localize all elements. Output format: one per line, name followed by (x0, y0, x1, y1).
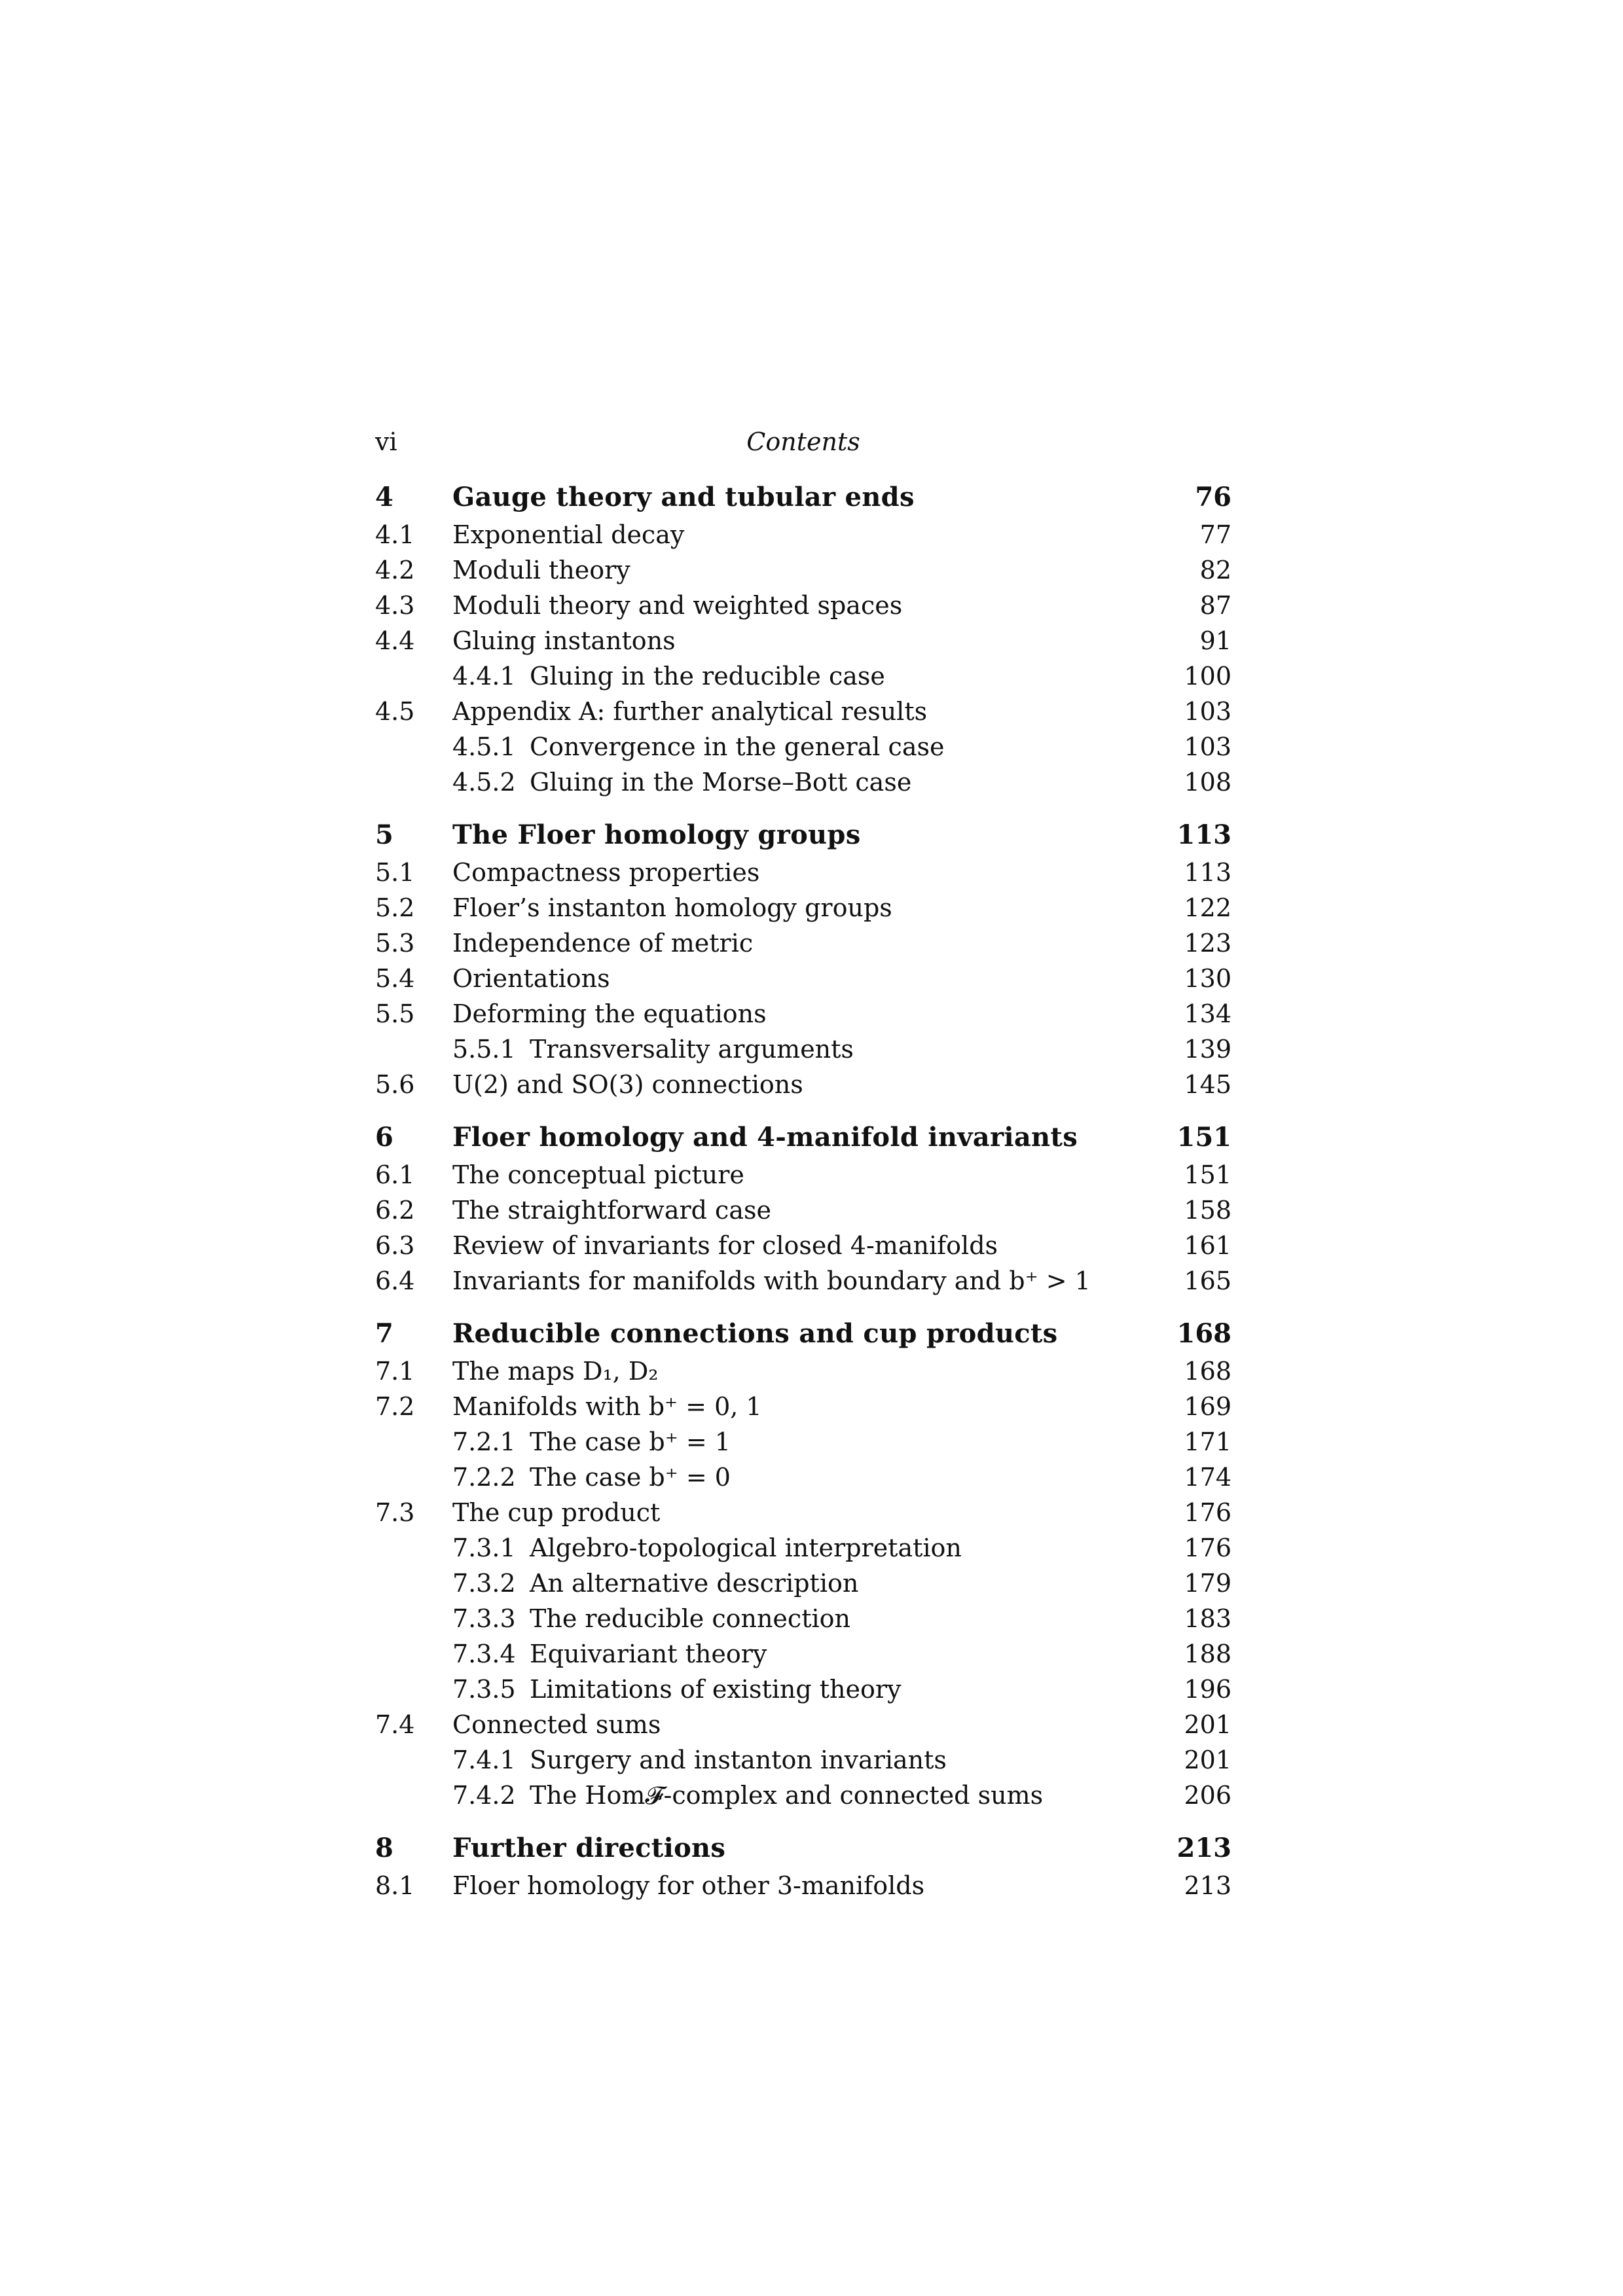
entry-page-number: 123 (1184, 929, 1231, 958)
section-title: Appendix A: further analytical results (452, 697, 928, 726)
chapter-number: 5 (375, 819, 393, 850)
entry-page-number: 77 (1199, 520, 1231, 549)
section-number: 4.2 (375, 556, 415, 584)
section-title: Deforming the equations (452, 999, 767, 1028)
section-title: U(2) and SO(3) connections (452, 1070, 803, 1099)
section-number: 4.4 (375, 626, 415, 655)
section-number: 4.5 (375, 697, 415, 726)
chapter-heading (375, 1314, 1231, 1354)
section-title: Moduli theory and weighted spaces (452, 591, 903, 620)
entry-page-number: 130 (1184, 964, 1231, 993)
section-title: The cup product (452, 1498, 661, 1527)
subsection-label (452, 1601, 1159, 1636)
section-number: 5.6 (375, 1070, 415, 1099)
section-entry (375, 517, 1231, 552)
section-title: Floer homology for other 3-manifolds (452, 1871, 925, 1900)
section-entry (375, 961, 1231, 996)
section-number: 5.4 (375, 964, 415, 993)
chapter-heading (375, 816, 1231, 855)
entry-page-number: 171 (1184, 1427, 1231, 1456)
chapter-page-number: 76 (1195, 482, 1231, 512)
chapter-block-8 (375, 1829, 1231, 1903)
entry-page-number: 176 (1184, 1498, 1231, 1527)
subsection-label (452, 1530, 1159, 1566)
entry-page-number: 201 (1184, 1746, 1231, 1774)
subsection-title: The Hom𝓕-complex and connected sums (530, 1781, 1044, 1810)
entry-page-number: 183 (1184, 1604, 1231, 1633)
entry-page-number: 161 (1184, 1231, 1231, 1260)
entry-page-number: 165 (1184, 1266, 1231, 1295)
section-entry (375, 1193, 1231, 1228)
section-title: Independence of metric (452, 929, 754, 958)
subsection-title: Convergence in the general case (530, 732, 945, 761)
section-entry (375, 1707, 1231, 1742)
chapter-heading (375, 478, 1231, 517)
chapter-heading (375, 1118, 1231, 1157)
entry-page-number: 108 (1184, 768, 1231, 797)
entry-page-number: 176 (1184, 1534, 1231, 1562)
subsection-label (452, 1778, 1159, 1813)
section-entry (375, 588, 1231, 623)
section-title: Invariants for manifolds with boundary and b⁺ > 1 (452, 1266, 1091, 1295)
section-title: The straightforward case (452, 1196, 771, 1225)
section-number: 4.1 (375, 520, 415, 549)
subsection-label (452, 1031, 1159, 1067)
subsection-label (452, 1742, 1159, 1778)
chapter-number: 7 (375, 1318, 393, 1349)
entry-page-number: 169 (1184, 1392, 1231, 1421)
subsection-title: Transversality arguments (530, 1035, 854, 1064)
page-folio: vi (375, 427, 397, 456)
entry-page-number: 122 (1184, 893, 1231, 922)
entry-page-number: 151 (1184, 1160, 1231, 1189)
entry-page-number: 213 (1184, 1871, 1231, 1900)
section-title: Moduli theory (452, 556, 630, 584)
subsection-number: 7.2.2 (452, 1463, 516, 1492)
section-number: 7.1 (375, 1357, 415, 1386)
chapter-page-number: 213 (1176, 1833, 1231, 1863)
subsection-entry (375, 1601, 1231, 1636)
entry-page-number: 201 (1184, 1710, 1231, 1739)
section-number: 4.3 (375, 591, 415, 620)
subsection-label (452, 764, 1159, 800)
subsection-entry (375, 658, 1231, 694)
chapter-title: Reducible connections and cup products (452, 1318, 1058, 1349)
entry-page-number: 113 (1184, 858, 1231, 887)
section-title: Compactness properties (452, 858, 760, 887)
entry-page-number: 103 (1184, 732, 1231, 761)
entry-page-number: 145 (1184, 1070, 1231, 1099)
chapter-title: Further directions (452, 1833, 726, 1863)
subsection-entry (375, 764, 1231, 800)
chapter-number: 4 (375, 482, 393, 512)
subsection-label (452, 1636, 1159, 1672)
subsection-title: The reducible connection (530, 1604, 850, 1633)
section-number: 7.3 (375, 1498, 415, 1527)
section-entry (375, 1157, 1231, 1193)
subsection-number: 5.5.1 (452, 1035, 516, 1064)
subsection-title: The case b⁺ = 1 (530, 1427, 731, 1456)
section-entry (375, 552, 1231, 588)
entry-page-number: 179 (1184, 1569, 1231, 1598)
subsection-title: An alternative description (530, 1569, 859, 1598)
subsection-number: 4.5.2 (452, 768, 516, 797)
section-title: Manifolds with b⁺ = 0, 1 (452, 1392, 762, 1421)
subsection-entry (375, 1031, 1231, 1067)
subsection-entry (375, 1460, 1231, 1495)
subsection-title: Surgery and instanton invariants (530, 1746, 947, 1774)
subsection-entry (375, 1424, 1231, 1460)
section-entry (375, 1868, 1231, 1903)
subsection-label (452, 729, 1159, 764)
section-title: Floer’s instanton homology groups (452, 893, 892, 922)
chapter-page-number: 113 (1176, 819, 1231, 850)
subsection-title: Limitations of existing theory (530, 1675, 902, 1704)
section-entry (375, 694, 1231, 729)
chapter-block-4 (375, 478, 1231, 800)
section-number: 5.1 (375, 858, 415, 887)
subsection-title: The case b⁺ = 0 (530, 1463, 731, 1492)
section-entry (375, 1228, 1231, 1263)
subsection-title: Algebro-topological interpretation (530, 1534, 962, 1562)
chapter-block-5 (375, 816, 1231, 1102)
entry-page-number: 188 (1184, 1640, 1231, 1668)
subsection-number: 7.3.1 (452, 1534, 516, 1562)
table-of-contents (375, 478, 1231, 1919)
section-entry (375, 890, 1231, 925)
section-entry (375, 1495, 1231, 1530)
subsection-number: 7.3.3 (452, 1604, 516, 1633)
entry-page-number: 158 (1184, 1196, 1231, 1225)
subsection-label (452, 1424, 1159, 1460)
entry-page-number: 103 (1184, 697, 1231, 726)
entry-page-number: 139 (1184, 1035, 1231, 1064)
entry-page-number: 174 (1184, 1463, 1231, 1492)
subsection-entry (375, 729, 1231, 764)
section-entry (375, 1263, 1231, 1299)
section-entry (375, 1354, 1231, 1389)
subsection-entry (375, 1530, 1231, 1566)
section-title: Exponential decay (452, 520, 685, 549)
section-title: The maps D₁, D₂ (452, 1357, 659, 1386)
chapter-number: 8 (375, 1833, 393, 1863)
subsection-entry (375, 1672, 1231, 1707)
section-number: 8.1 (375, 1871, 415, 1900)
entry-page-number: 100 (1184, 662, 1231, 691)
section-entry (375, 623, 1231, 658)
section-number: 6.3 (375, 1231, 415, 1260)
section-entry (375, 925, 1231, 961)
entry-page-number: 82 (1199, 556, 1231, 584)
subsection-entry (375, 1742, 1231, 1778)
running-head (375, 422, 1231, 461)
section-entry (375, 1067, 1231, 1102)
section-number: 7.4 (375, 1710, 415, 1739)
subsection-number: 4.4.1 (452, 662, 516, 691)
section-number: 5.3 (375, 929, 415, 958)
subsection-entry (375, 1636, 1231, 1672)
chapter-page-number: 151 (1176, 1122, 1231, 1153)
section-entry (375, 855, 1231, 890)
chapter-heading (375, 1829, 1231, 1868)
entry-page-number: 168 (1184, 1357, 1231, 1386)
subsection-label (452, 1566, 1159, 1601)
subsection-number: 7.3.4 (452, 1640, 516, 1668)
entry-page-number: 206 (1184, 1781, 1231, 1810)
subsection-number: 7.4.1 (452, 1746, 516, 1774)
chapter-number: 6 (375, 1122, 393, 1153)
section-title: The conceptual picture (452, 1160, 744, 1189)
subsection-title: Equivariant theory (530, 1640, 767, 1668)
chapter-title: Floer homology and 4-manifold invariants (452, 1122, 1078, 1153)
section-title: Gluing instantons (452, 626, 676, 655)
chapter-block-7 (375, 1314, 1231, 1813)
subsection-label (452, 1460, 1159, 1495)
section-title: Connected sums (452, 1710, 661, 1739)
entry-page-number: 87 (1199, 591, 1231, 620)
subsection-number: 7.4.2 (452, 1781, 516, 1810)
subsection-number: 7.3.5 (452, 1675, 516, 1704)
chapter-title: Gauge theory and tubular ends (452, 482, 915, 512)
subsection-title: Gluing in the reducible case (530, 662, 885, 691)
entry-page-number: 134 (1184, 999, 1231, 1028)
subsection-entry (375, 1778, 1231, 1813)
section-number: 6.2 (375, 1196, 415, 1225)
section-title: Orientations (452, 964, 610, 993)
section-number: 7.2 (375, 1392, 415, 1421)
subsection-number: 7.2.1 (452, 1427, 516, 1456)
section-number: 5.5 (375, 999, 415, 1028)
subsection-number: 4.5.1 (452, 732, 516, 761)
section-number: 6.4 (375, 1266, 415, 1295)
chapter-title: The Floer homology groups (452, 819, 861, 850)
section-title: Review of invariants for closed 4-manifolds (452, 1231, 998, 1260)
section-entry (375, 1389, 1231, 1424)
subsection-title: Gluing in the Morse–Bott case (530, 768, 912, 797)
entry-page-number: 196 (1184, 1675, 1231, 1704)
entry-page-number: 91 (1199, 626, 1231, 655)
running-head-title: Contents (746, 427, 860, 456)
subsection-label (452, 1672, 1159, 1707)
section-number: 6.1 (375, 1160, 415, 1189)
chapter-block-6 (375, 1118, 1231, 1299)
subsection-label (452, 658, 1159, 694)
section-entry (375, 996, 1231, 1031)
subsection-number: 7.3.2 (452, 1569, 516, 1598)
chapter-page-number: 168 (1176, 1318, 1231, 1349)
section-number: 5.2 (375, 893, 415, 922)
subsection-entry (375, 1566, 1231, 1601)
